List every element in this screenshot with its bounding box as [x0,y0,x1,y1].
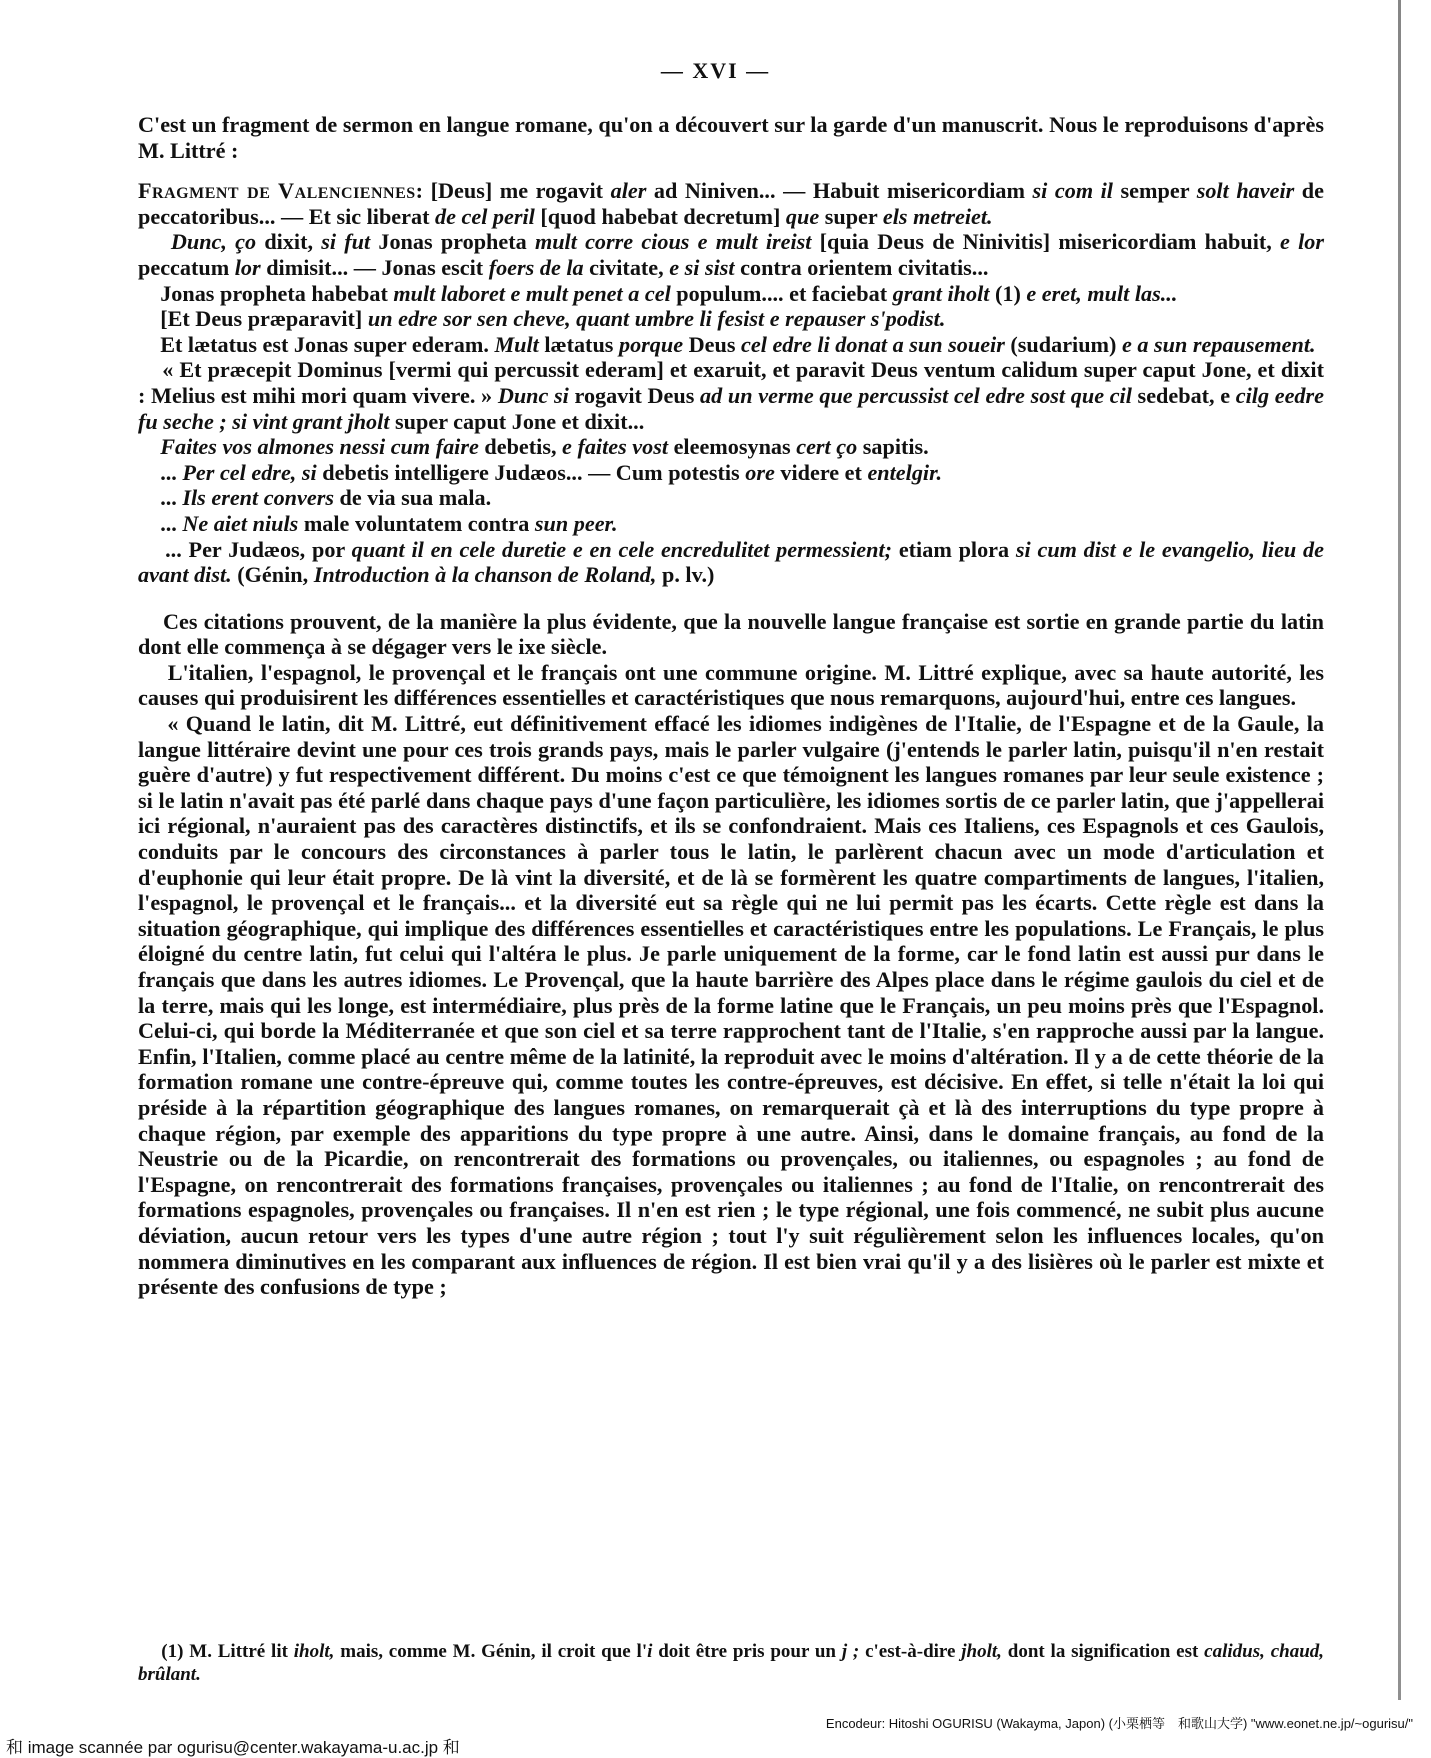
main-text-column [138,112,1324,1300]
body-paragraph-3-quote: « Quand le latin, dit M. Littré, eut définitivement effacé les idiomes indigènes de l'Italie, de l'Espagne et de la Gaule, la langue littéraire devint une pour ces trois grands pays, mais le parler vulgaire (j'entends le parler latin, puisqu'il n'en restait guère d'autre) y fut respectivement différent. Du moins c'est ce que témoignent les langues romanes par leur seule existence ; si le latin n'avait pas été parlé dans chaque pays d'une façon particulière, les idiomes sortis de ce parler latin, que j'appellerai ici régional, n'auraient pas des caractères distinctifs, et ils se confondraient. Mais ces Italiens, ces Espagnols et ces Gaulois, conduits par le concours des circonstances à parler tous le latin, le parlèrent chacun avec un mode d'articulation et d'euphonie qui leur était propre. De là vint la diversité, et de là se formèrent les quatre compartiments de langues, l'italien, l'espagnol, le provençal et le français... et la diversité eut sa règle qui ne lui permit pas les écarts. Cette règle est dans la situation géographique, qui implique des différences essentielles et caractéristiques entre les populations. Le Français, le plus éloigné du centre latin, fut celui qui l'altéra le plus. Je parle uniquement de la forme, car le fond latin est aussi pur dans le français que dans les autres idiomes. Le Provençal, que la haute barrière des Alpes place dans le régime gaulois du ciel et de la terre, mais qui les longe, est intermédiaire, plus près de la forme latine que le Français, un peu moins près que l'Espagnol. Celui-ci, qui borde la Méditerranée et que son ciel et sa terre rapprochent tant de l'Italie, s'en rapproche aussi par la langue. Enfin, l'Italien, comme placé au centre même de la latinité, la reproduit avec le moins d'altération. Il y a de cette théorie de la formation romane une contre-épreuve qui, comme toutes les contre-épreuves, est décisive. En effet, si telle n'était la loi qui préside à la répartition géographique des langues romanes, on remarquerait çà et là des interruptions du type propre à chaque région, par exemple des apparitions du type propre à une autre. Ainsi, dans le domaine français, au fond de la Neustrie ou de la Picardie, on rencontrerait des formations ou provençales, ou italiennes, ou espagnoles ; au fond de l'Espagne, on rencontrerait des formations françaises, provençales ou italiennes ; au fond de l'Italie, on rencontrerait des formations espagnoles, provençales ou françaises. Il n'en est rien ; le type régional, une fois commencé, ne subit plus aucune déviation, aucun retour vers les types d'une autre région ; tout l'y suit régulièrement selon les influences locales, qu'on nommera diminutives en les comparant aux influences de région. Il est bien vrai qu'il y a des lisières où le parler est mixte et présente des confusions de type ; [138,711,1325,1300]
fragment-paragraph-8: ... Per cel edre, si debetis intelligere Judæos... — Cum potestis ore videre et entelgir. [160,459,943,485]
body-paragraph-2: L'italien, l'espagnol, le provençal et le français ont une commune origine. M. Littré explique, avec sa haute autorité, les causes qui produisirent les différences essentielles et caractéristiques que nous remarquons, aujourd'hui, entre ces langues. [138,659,1324,711]
page-number: — XVI — [660,58,771,83]
body-paragraph-1: Ces citations prouvent, de la manière la plus évidente, que la nouvelle langue française est sortie en grande partie du latin dont elle commença à se dégager vers le ixe siècle. [138,608,1324,660]
fragment-paragraph-1: Fragment de Valenciennes: [Deus] me rogavit aler ad Niniven... — Habuit misericordiam si com il semper solt haveir de peccatoribus... — Et sic liberat de cel peril [quod habebat decretum] que super els metreiet. [138,178,1324,229]
footnote: (1) M. Littré lit iholt, mais, comme M. Génin, il croit que l'i doit être pris pour un j ; c'est-à-dire jholt, dont la signification est calidus, chaud, brûlant. [138,1641,1325,1685]
intro-paragraph: C'est un fragment de sermon en langue romane, qu'on a découvert sur la garde d'un manuscrit. Nous le reproduisons d'après M. Littré : [138,112,1324,163]
fragment-paragraph-4: [Et Deus præparavit] un edre sor sen cheve, quant umbre li fesist e repauser s'podist. [160,306,946,332]
scan-credit: 和 image scannée par ogurisu@center.wakayama-u.ac.jp 和 [6,1738,460,1757]
fragment-paragraph-2: Dunc, ço dixit, si fut Jonas propheta mult corre cious e mult ireist [quia Deus de Ninivitis] misericordiam habuit, e lor peccatum lor dimisit... — Jonas escit foers de la civitate, e si sist contra orientem civitatis... [138,229,1324,280]
fragment-paragraph-5: Et lætatus est Jonas super ederam. Mult lætatus porque Deus cel edre li donat a sun soueir (sudarium) e a sun repausement. [160,331,1316,357]
fragment-paragraph-7: Faites vos almones nessi cum faire debetis, e faites vost eleemosynas cert ço sapitis. [160,434,929,460]
fragment-paragraph-11: ... Per Judæos, por quant il en cele duretie e en cele encredulitet permessient; etiam plora si cum dist e le evangelio, lieu de avant dist. (Génin, Introduction à la chanson de Roland, p. lv.) [138,536,1324,588]
fragment-title: Fragment de Valenciennes [138,178,416,204]
fragment-paragraph-6: « Et præcepit Dominus [vermi qui percussit ederam] et exaruit, et paravit Deus ventum calidum super caput Jone, et dixit : Melius est mihi mori quam vivere. » Dunc si rogavit Deus ad un verme que percussist cel edre sost que cil sedebat, e cilg eedre fu seche ; si vint grant jholt super caput Jone et dixit... [138,357,1324,434]
fragment-paragraph-10: ... Ne aiet niuls male voluntatem contra sun peer. [160,510,618,536]
fragment-paragraph-9: ... Ils erent convers de via sua mala. [160,485,492,511]
scan-edge-line [1398,0,1401,1700]
encoder-credit: Encodeur: Hitoshi OGURISU (Wakayma, Japon) (小栗栖等 和歌山大学) "www.eonet.ne.jp/~ogurisu/" [825,1716,1413,1731]
fragment-paragraph-3: Jonas propheta habebat mult laboret e mult penet a cel populum.... et faciebat grant iholt (1) e eret, mult las... [160,280,1178,306]
